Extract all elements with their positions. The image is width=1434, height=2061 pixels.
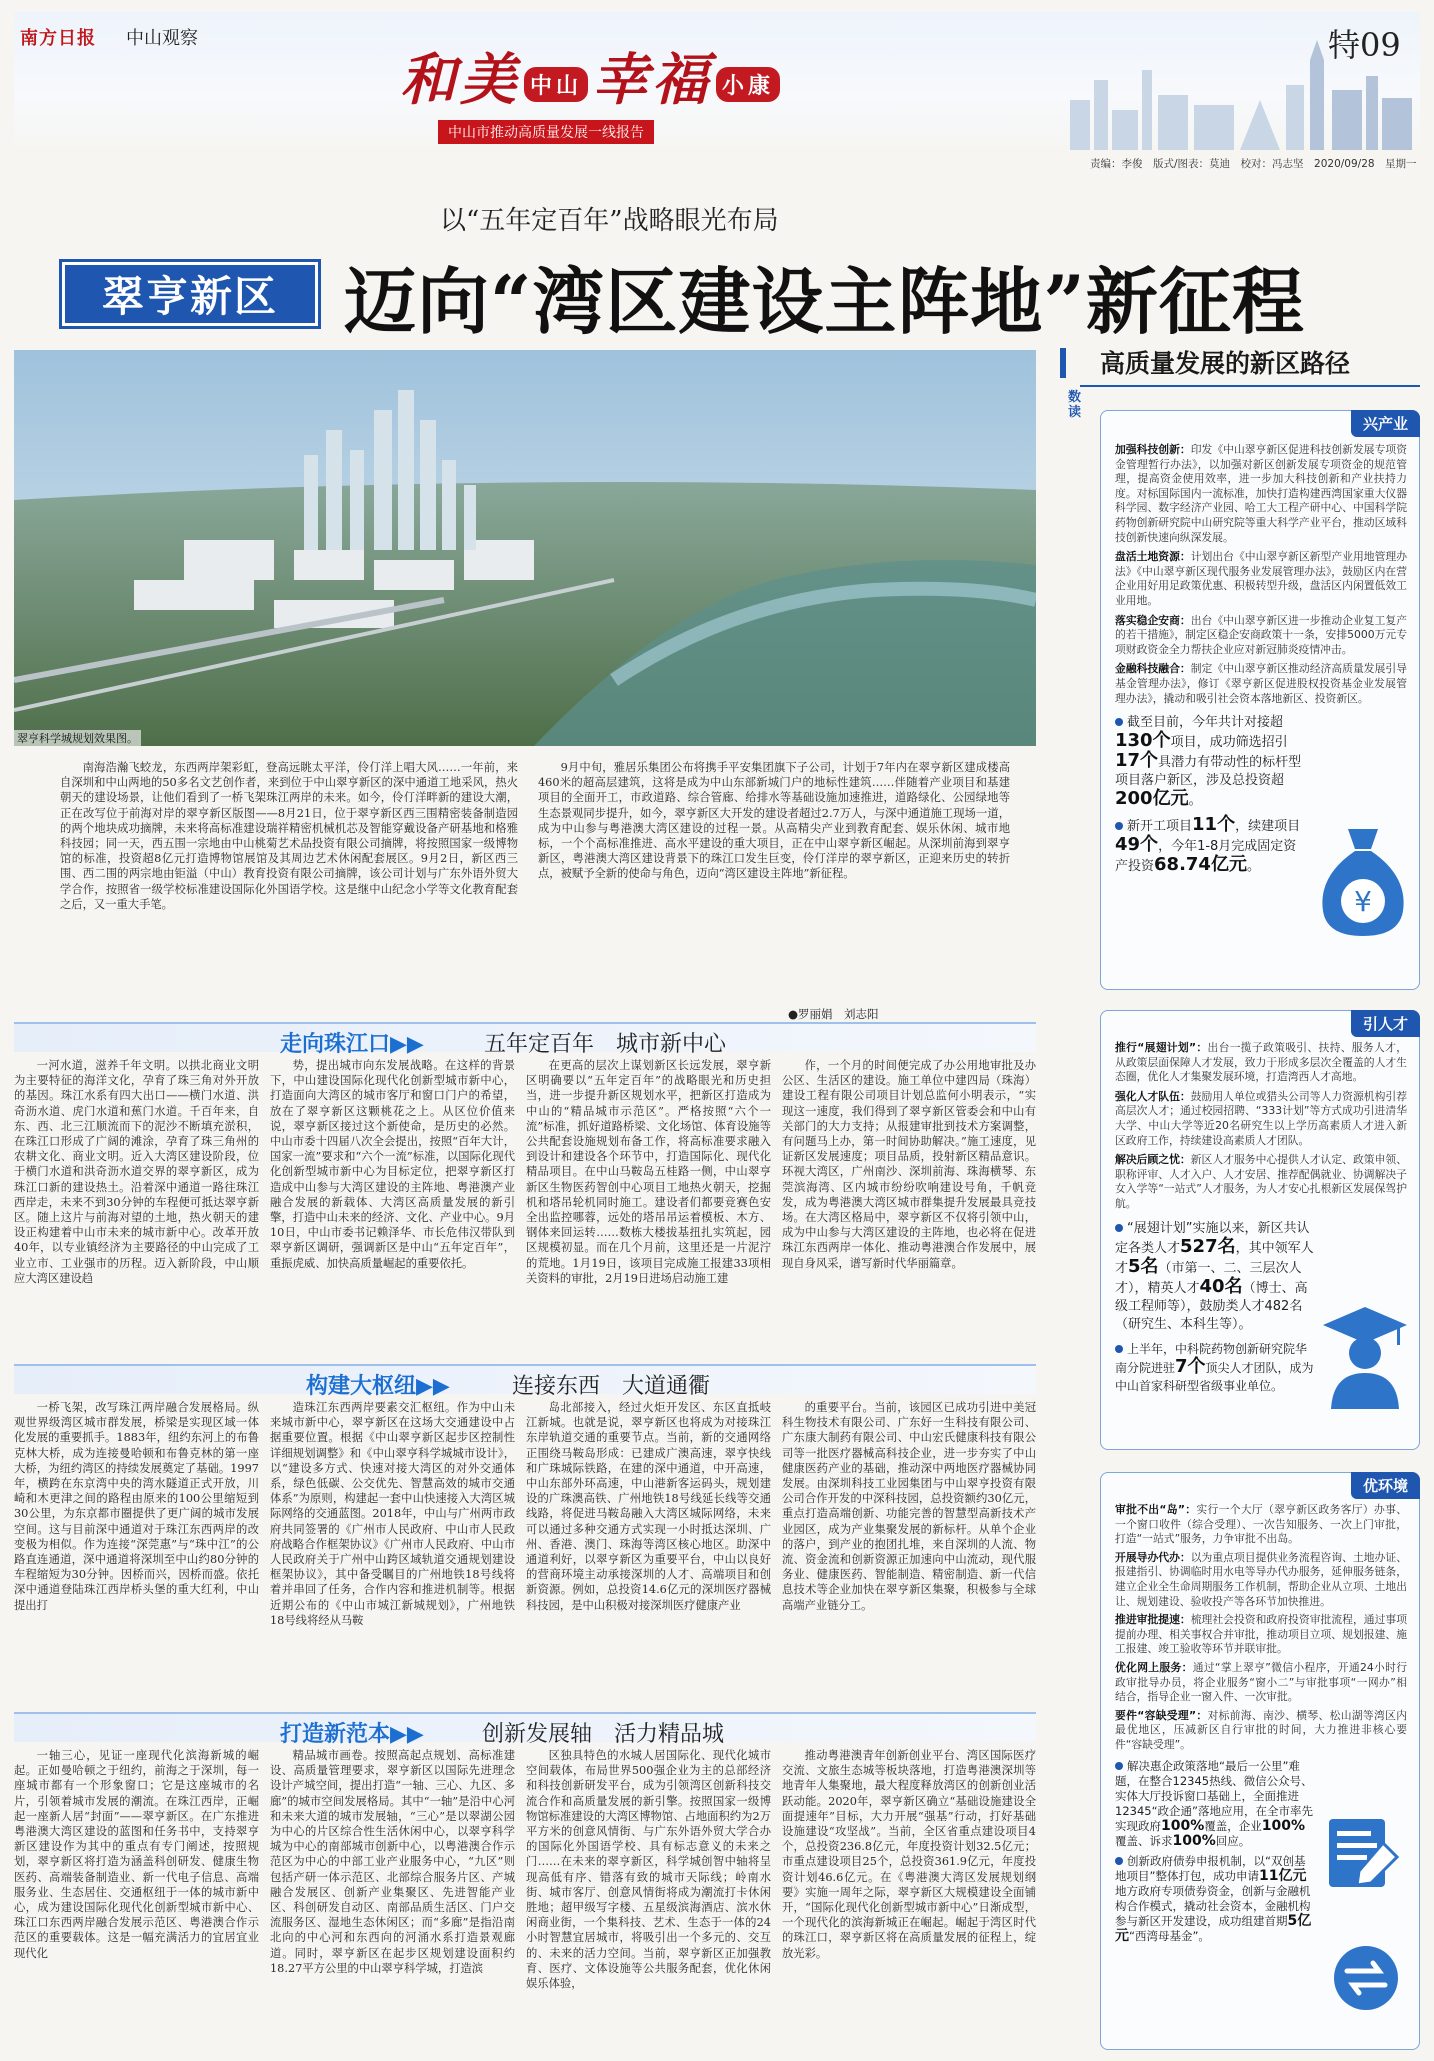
calligraphy-2: 幸福: [592, 47, 713, 113]
industry-item-4-lead: 金融科技融合：: [1115, 662, 1191, 676]
environment-item-1-lead: 审批不出“岛”：: [1115, 1503, 1197, 1516]
sidebar-rule: [1080, 385, 1420, 387]
section-3-column-3: 区独具特色的水城人居国际化、现代化城市空间载体，布局世界500强企业为主的总部经济和科技创新研发平台，成为引领湾区创新科技交流合作和高质量发展的新引擎。按照国家一级博物馆标准建设的大湾区博物馆、占地面积约为2万平方米的创意风情街、与广东外语外贸大学合办的国际化外国语学校、具有标志意义的未来之门……在未来的翠亨新区，科学城创智中轴将呈现高低有序、错落有致的城市天际线；岭南水街、城市客厅、创意风情街将成为潮流打卡休闲胜地；超甲级写字楼、五星级滨海酒店、滨水休闲商业街，一个集科技、艺术、生态于一体的24小时智慧宜居城市，将吸引出一个多元的、交互的、未来的活力空间。当前，翠亨新区正加强教育、医疗、文体设施等公共服务配套，优化休闲娱乐体验，: [526, 1749, 771, 1991]
environment-stat-2-text: 创新政府债券申报机制，以“双创基地项目”整体打包，成功申请: [1115, 1853, 1306, 1883]
section-3-column-4: 推动粤港澳青年创新创业平台、湾区国际医疗交流、文旅生态城等板块落地，打造粤港澳深圳等地青年人集聚地，最大程度释放湾区的创新创业活跃动能。2020年，翠亨新区确立“基础设施建设全面提速年”目标，大力开展“强基”行动，打好基础设施建设“攻坚战”。当前，全区省重点建设项目4个，总投资236.8亿元，年度投资计划32.5亿元；市重点建设项目25个，总投资361.9亿元，年度投资计划46.6亿元。在《粤港澳大湾区发展规划纲要》实施一周年之际，翠亨新区大规模建设全面铺开，“国际化现代化创新型城市新中心”日渐成型，一个现代化的滨海新城正在崛起。崛起于湾区时代的珠江口，翠亨新区将在高质量发展的征程上，绽放光彩。: [782, 1749, 1036, 1960]
section-1-column-3: 在更高的层次上谋划新区长远发展，翠亨新区明确要以“五年定百年”的战略眼光和历史担当，进一步提升新区规划水平，把新区打造成为中山的“精品城市示范区”。严格按照“六个一流”标准，抓好道路桥梁、文化场馆、体育设施等公共配套设施规划布备工作，将高标准要求融入到设计和建设各个环节中，打造国际化、现代化精品项目。在中山马鞍岛五桂路一侧，中山翠亨新区生物医药智创中心项目工地热火朝天，挖掘机和塔吊轮机同时施工。建设者们都要竞赛色安全出监控哪蓉，远处的塔吊吊运着模板、木方、钢体来回运转……数栋大楼拔基扭扎实筑起，园区规模初显。而在几个月前，这里还是一片泥泞的荒地。1月19日，该项目完成施工报建33项相关资料的审批，2月19日进场启动施工建: [526, 1059, 771, 1285]
section-3-column-2: 精品城市画卷。按照高起点规划、高标准建设、高质量管理要求，翠亨新区以国际先进理念设计产城空间，提出打造“一轴、三心、九区、多廊”的城市空间发展格局。其中“一轴”是沿中心河和未来大道的城市发展轴，“三心”是以翠湖公园为中心的片区综合性生活休闲中心，以翠亨科学城为中心的南部城市创新中心，以粤港澳合作示范区为中心的中部工业产业服务中心，“九区”则包括产研一体示范区、北部综合服务片区、产城融合发展区、创新产业集聚区、先进智能产业区、科创研发自动区、南部品质生活区、门户交流服务区、湿地生态休闲区；而“多廊”是指沿南北向的中心河和东西向的河涌水系打造景观廊道。同时，翠亨新区在起步区规划建设面积约18.27平方公里的中山翠亨科学城，打造滨: [270, 1749, 515, 1975]
industry-stat-1-rest2: 具潜力有带动性的标杆型项目落户新区，涉及总投资超: [1115, 755, 1302, 789]
industry-item-4-text: 制定《中山翠亨新区推动经济高质量发展引导基金管理办法》，修订《翠亨新区促进股权投资基金业发展管理办法》，撬动和吸引社会资本落地新区、投资新区。: [1115, 662, 1408, 705]
environment-stat-1-num: 100%: [1161, 1817, 1205, 1834]
sidebar-box-environment: [1100, 1472, 1420, 2050]
environment-item-2-lead: 开展导办代办：: [1115, 1550, 1191, 1564]
sidebar-box-talent: [1100, 1010, 1420, 1450]
page-number: 特09: [1328, 26, 1401, 64]
talent-stat-2-text: 上半年，中科院药物创新研究院华南分院进驻: [1115, 1341, 1308, 1375]
photo-caption: 翠亨科学城规划效果图。: [14, 730, 141, 746]
talent-item-3-lead: 解决后顾之忧：: [1115, 1153, 1191, 1167]
banner-calligraphy: [400, 36, 784, 116]
svg-text:¥: ¥: [1354, 885, 1372, 918]
talent-item-3: [1115, 1153, 1407, 1211]
section-1-column-4: 作，一个月的时间便完成了办公用地审批及办公区、生活区的建设。施工单位中建四局（珠海）建设工程有限公司项目计划总监何小明表示，“实现这一速度，我们得到了翠亨新区管委会和中山有关部门的大力支持；从报建审批到技术方案调整，有问题马上办，第一时间协助解决。”施工速度，见证新区发展速度；项目品质，投射新区精品意识。环视大湾区，广州南沙、深圳前海、珠海横琴、东莞滨海湾、区内城市纷纷吹响建设号角，千帆竞发，成为粤港澳大湾区城市群集提升发展最具竞技场。在大湾区格局中，翠亨新区不仅将引领中山，成为中山参与大湾区建设的主阵地，也必将在促进珠江东西两岸一体化、推动粤港澳合作发展中，展现自身风采，谱写新时代华丽篇章。: [782, 1059, 1036, 1270]
industry-item-2: [1115, 550, 1407, 608]
calligraphy-seal-1: 中山: [524, 67, 588, 102]
talent-item-2-lead: 强化人才队伍：: [1115, 1089, 1191, 1103]
industry-item-3-text: 出台《中山翠亨新区进一步推动企业复工复产的若干措施》，制定区稳企安商政策十一条，安排5000万元专项财政资金全力帮扶企业应对新冠肺炎疫情冲击。: [1115, 613, 1408, 656]
industry-stat-1-rest3: 。: [1188, 793, 1202, 809]
environment-stat-1-rest3: 回应。: [1215, 1833, 1251, 1848]
environment-item-3-text: 梳理社会投资和政府投资审批流程，通过事项提前办理、相关事权合并审批，推动项目立项、规划报建、施工报建、竣工验收等环节并联审批。: [1115, 1613, 1408, 1656]
environment-item-5: [1115, 1709, 1407, 1753]
talent-stat-1-rest: ，其中领军人才: [1115, 1240, 1314, 1276]
industry-stat-2-num: 11个: [1192, 814, 1236, 836]
industry-stat-1-num2: 17个: [1115, 750, 1159, 772]
sidebar-title: 高质量发展的新区路径: [1100, 349, 1351, 378]
exchange-arrows-icon: [1323, 1943, 1409, 2013]
section-header-3: [14, 1712, 1036, 1747]
talent-stat-1-num2: 5名: [1128, 1255, 1159, 1277]
environment-item-3-lead: 推进审批提速：: [1115, 1613, 1191, 1627]
talent-item-3-text: 新区人才服务中心提供人才认定、政策申领、职称评审、人才入户、人才安居、推荐配偶就业、协调解决子女入学等“一站式”人才服务，为人才安心扎根新区发展保驾护航。: [1115, 1153, 1408, 1210]
talent-stat-1: [1115, 1220, 1315, 1334]
section-1-sub: 五年定百年 城市新中心: [484, 1032, 727, 1057]
intro-column-1: 南海浩瀚飞蛟龙，东西两岸架彩虹，登高远眺太平洋，伶仃洋上唱大风……一年前，来自深圳和中山两地的50多名文艺创作者，来到位于中山翠亨新区的深中通道工地采风，热火朝天的建设场景，让他们看到了一桥飞架珠江两岸的未来。如今，伶仃洋畔新的建设大潮，正在改写位于前海对岸的翠亨新区版图——8月21日，位于翠亨新区西三围精密装备制造园的两个地块成功摘牌，未来将高标准建设瑞祥精密机械机芯及智能穿戴设备产研基地和格雅科技园；同一天，西五围一宗地由中山桃菊艺术品投资有限公司摘牌，将按照国家一级博物馆的标准，投资超8亿元打造博物馆展馆及其周边艺术休闲配套展区。9月2日，新区西三围、西二围的两宗地由钜溢（中山）教育投资有限公司摘牌，该公司计划与广东外语外贸大学合作，按照省一级学校标准建设国际化外国语学校。这是继中山纪念小学等文化教育配套之后，又一重大手笔。: [60, 761, 518, 911]
industry-item-4: [1115, 662, 1407, 706]
talent-item-2: [1115, 1090, 1407, 1148]
planning-rendering-image: [14, 350, 1036, 746]
document-edit-icon: [1323, 1813, 1409, 1893]
industry-stat-2-text: 新开工项目: [1127, 819, 1193, 835]
section-1-head: 走向珠江口▶▶: [280, 1031, 424, 1057]
environment-stat-1: [1115, 1759, 1315, 1849]
industry-stat-2-num3: 68.74亿元: [1154, 854, 1247, 876]
industry-stat-1-num3: 200亿元: [1115, 788, 1189, 810]
section-2-sub: 连接东西 大道通衢: [512, 1374, 711, 1399]
sidebar-vertical-label: 数读: [1068, 390, 1082, 420]
credit-line: 责编：李俊 版式/图表：莫迪 校对：冯志坚 2020/09/28 星期一: [1090, 158, 1417, 170]
environment-stat-1-text: 解决惠企政策落地“最后一公里”难题，在整合12345热线、微信公众号、实体大厅投诉窗口基础上，全面推进12345“政企通”落地应用，在全市率先实现政府: [1115, 1758, 1313, 1833]
environment-stat-1-num2: 100%: [1261, 1817, 1306, 1834]
section-2-column-3: 岛北部接入，经过火炬开发区、东区直抵岐江新城。也就是说，翠亨新区也将成为对接珠江东岸轨道交通的重要节点。当前，新的交通网络正围绕马鞍岛形成：已建成广澳高速，翠亨快线和广珠城际铁路，在建的深中通道，中开高速，中山东部外环高速，中山港新客运码头，规划建设的广珠澳高铁、广州地铁18号线延长线等交通线路，将促进马鞍岛融入大湾区城际网络，未来可以通过多种交通方式实现一小时抵达深圳、广州、香港、澳门、珠海等湾区核心地区。助深中通道利好，以翠亨新区为重要平台，中山以良好的营商环境主动承接深圳的人才、高端项目和创新资源。例如，总投资14.6亿元的深圳医疗器械科技园，是中山积极对接深圳医疗健康产业: [526, 1401, 771, 1612]
talent-item-2-text: 鼓励用人单位或猎头公司等人力资源机构引荐高层次人才；通过校园招聘、“333计划”等方式成功引进清华大学、中山大学等近20名研究生以上学历高素质人才进入新区政府工作，持续建设高素质人才团队。: [1115, 1089, 1408, 1147]
environment-item-2: [1115, 1551, 1407, 1609]
sidebar-title-mark: [1060, 348, 1066, 378]
environment-stat-2-num: 11亿元: [1258, 1867, 1307, 1884]
talent-item-1-text: 出台一揽子政策吸引、扶持、服务人才，从政策层面保障人才发展，致力于形成多层次全覆盖的人才生态圈，优化人才集聚发展环境，打造湾西人才高地。: [1115, 1041, 1407, 1084]
industry-stat-2-num2: 49个: [1115, 834, 1159, 856]
environment-item-4: [1115, 1661, 1407, 1705]
industry-stat-2-rest2: ，今年1-8月完成固定资产投资: [1115, 839, 1297, 875]
calligraphy-seal-2: 小康: [716, 67, 780, 102]
section-header-1: [14, 1022, 1036, 1057]
section-name: 中山观察: [126, 28, 198, 49]
box-tag-talent: 引人才: [1351, 1010, 1420, 1037]
environment-item-3: [1115, 1613, 1407, 1657]
industry-item-1-text: 印发《中山翠亨新区促进科技创新发展专项资金管理暂行办法》，以加强对新区创新发展专项资金的规范管理，提高资金使用效率，进一步加大科技创新和产业扶持力度。对标国际国内一流标准，加快打造构建西湾国家重大仪器科学园、数字经济产业园、哈工大工程产研中心、中国科学院药物创新研究院中山研究院等重大科学产业平台，推动区域科技创新快速向纵深发展。: [1115, 443, 1408, 544]
section-2-column-4: 的重要平台。当前，该园区已成功引进中美冠科生物技术有限公司、广东好一生科技有限公司、广东康大制药有限公司、中山宏氏健康科技有限公司等一批医疗器械高科技企业，进一步夯实了中山健康医药产业的基础，推动深中两地医疗器械协同发展。由深圳科技工业园集团与中山翠亨投资有限公司合作开发的中深科技园，总投资额约30亿元，重点打造高端创新、功能完善的智慧型高新技术产业园区，成为产业集聚发展的新标杆。从单个企业的落户，到产业的抱团扎堆，来自深圳的人流、物流、资金流和创新资源正加速向中山流动，现代服务业、健康医药、智能制造、精密制造、新一代信息技术等企业加快在翠亨新区集聚，积极参与全球高端产业链分工。: [782, 1401, 1036, 1612]
industry-stat-2-rest: ，续建项目: [1235, 819, 1301, 835]
industry-item-2-lead: 盘活土地资源：: [1115, 550, 1191, 564]
section-header-2: [14, 1364, 1036, 1399]
industry-stat-1-text: 截至目前，今年共计对接超: [1127, 715, 1284, 731]
box-tag-environment: 优环境: [1351, 1472, 1420, 1499]
section-1-column-2: 势，提出城市向东发展战略。在这样的背景下，中山建设国际化现代化创新型城市新中心，打造面向大湾区的城市客厅和窗口门户的希望，放在了翠亨新区这颗桃花之上。从区位价值来说，翠亨新区接过这个新使命，是历史的必然。中山市委十四届八次全会提出，按照“百年大计，国家一流”要求和“六个一流”标准，以国际化现代化创新型城市新中心为目标定位，把翠亨新区打造成中山参与大湾区建设的主阵地、粤港澳产业融合发展的新载体、大湾区高质量发展的新引擎，打造中山未来的经济、文化、产业中心。9月10日，中山市委书记赖泽华、市长危伟汉带队到翠亨新区调研，强调新区是中山“五年定百年”，重振虎威、加快高质量崛起的重要依托。: [270, 1059, 515, 1270]
pre-title: 以“五年定百年”战略眼光布局: [440, 206, 779, 236]
industry-item-1-lead: 加强科技创新：: [1115, 443, 1191, 456]
environment-stat-2: [1115, 1854, 1315, 1944]
industry-item-2-text: 计划出台《中山翠亨新区新型产业用地管理办法》《中山翠亨新区现代服务业发展管理办法》，鼓励区内在营企业用好用足政策优惠、积极转型升级，盘活区内闲置低效工业用地。: [1115, 550, 1408, 607]
section-1-column-1: 一河水道，滋养千年文明。以拱北商业文明为主要特征的海洋文化，孕育了珠三角对外开放的基因。珠江水系有四大出口——横门水道、洪奇沥水道、虎门水道和蕉门水道。千百年来，自东、西、北三江顺流而下的泥沙不断填充淤积，在珠江口形成了广阔的滩涂，孕育了珠三角州的农耕文化、商业文明。近入大湾区建设阶段，位于横门水道和洪奇沥水道交界的翠亨新区，成为珠江口新的建设热土。沿着深中通道一路往珠江西岸走，未来不到30分钟的车程便可抵达翠亨新区。随上这片与前海对望的土地，热火朝天的建设正构建着中山市未来的城市新中心。改革开放40年，以专业镇经济为主要路径的中山完成了工业立市、工业强市的历程。迈入新阶段，中山顺应大湾区建设趋: [14, 1059, 259, 1285]
industry-item-1: [1115, 443, 1407, 545]
talent-stat-1-text: “展翅计划”实施以来，新区共认定各类人才: [1115, 1220, 1310, 1256]
section-3-column-1: 一轴三心，见证一座现代化滨海新城的崛起。正如曼哈顿之于纽约，前海之于深圳，每一座城市都有一个形象窗口；它是这座城市的名片，引领着城市发展的潮流。在珠江西岸，正崛起一座新人居“封面”——翠亨新区。在广东推进粤港澳大湾区建设的蓝图和任务书中，支持翠亨新区建设作为其中的重点有专门阐述，按照规划，翠亨新区将打造为涵盖科创研发、健康生物医药、高端装备制造业、新一代电子信息、高端服务业、生态居住、交通枢纽于一体的城市新中心，成为建设国际化现代化创新型城市新中心、珠江口东西两岸融合发展示范区、粤港澳合作示范区的重要载体。这是一幅充满活力的宜居宜业现代化: [14, 1749, 259, 1960]
industry-stat-2-rest3: 。: [1246, 859, 1260, 875]
talent-stat-2: [1115, 1340, 1315, 1395]
talent-stat-1-rest3: （博士、高级工程师等），鼓励类人才482名（研究生、本科生等）。: [1115, 1280, 1308, 1332]
graduate-icon: [1319, 1301, 1411, 1411]
section-tag: 翠亨新区: [62, 262, 318, 326]
environment-stat-1-num3: 100%: [1172, 1832, 1216, 1849]
talent-stat-2-rest: 顶尖人才团队，成为中山首家科研型省级事业单位。: [1115, 1360, 1314, 1393]
industry-item-3: [1115, 614, 1407, 658]
environment-item-5-lead: 要件“容缺受理”：: [1115, 1708, 1208, 1722]
section-2-head: 构建大枢纽▶▶: [306, 1373, 450, 1399]
industry-item-3-lead: 落实稳企安商：: [1115, 613, 1191, 627]
section-3-head: 打造新范本▶▶: [280, 1721, 424, 1747]
environment-stat-2-num2: 5亿元: [1115, 1912, 1312, 1944]
author-byline: ●罗丽娟 刘志阳: [788, 1007, 879, 1021]
talent-stat-2-num: 7个: [1175, 1355, 1206, 1377]
environment-item-5-text: 对标前海、南沙、横琴、松山湖等湾区内最优地区，压减新区自行审批的时间，大力推进非核心要件“容缺受理”。: [1115, 1708, 1407, 1751]
banner-subtitle: 中山市推动高质量发展一线报告: [438, 120, 654, 144]
environment-stat-1-rest: 覆盖，企业: [1204, 1818, 1262, 1833]
environment-stat-1-rest2: 覆盖、诉求: [1115, 1833, 1173, 1848]
main-title: 迈向“湾区建设主阵地”新征程: [344, 259, 1305, 344]
talent-item-1: [1115, 1041, 1407, 1085]
environment-item-4-lead: 优化网上服务：: [1115, 1660, 1193, 1674]
intro-column-2: 9月中旬，雅居乐集团公布将携手平安集团旗下子公司，计划于7年内在翠亨新区建成楼高460米的超高层建筑，这将是成为中山东部新城门户的地标性建筑……伴随着产业项目和基建项目的全面开工，市政道路、综合管廊、给排水等基础设施加速推进，道路绿化、公园绿地等生态景观同步提升，如今，翠亨新区大开发的建设者超过2.7万人，与深中通道施工现场一道，成为中山参与粤港澳大湾区建设的过程一景。从高精尖产业到教育配套、娱乐休闲、城市地标，一个个高标准推进、高水平建设的重大项目，正在中山翠亨新区崛起。从深圳前海到翠亨新区，粤港澳大湾区建设背景下的珠江口发生巨变，伶仃洋岸的翠亨新区，正迎来历史的转折点，被赋予全新的使命与角色，迈向“湾区建设主阵地”新征程。: [538, 761, 1010, 881]
environment-item-4-text: 通过“掌上翠亨”微信小程序，开通24小时行政审批导办员，将企业服务“窗小二”与审批事项“一网办”相结合，指导企业一窗入件、一次审批。: [1115, 1660, 1407, 1704]
skyline-illustration: [1060, 40, 1420, 150]
money-bag-icon: [1313, 821, 1413, 941]
environment-item-2-text: 以为重点项目提供业务流程咨询、土地办证、报建指引、协调临时用水电等导办代办服务，延伸服务链条，建立企业全生命周期服务工作机制，帮助企业从立项、土地出让、规划建设、验收投产等各环节加快推进。: [1115, 1550, 1408, 1608]
industry-stat-1-num: 130个: [1115, 730, 1171, 752]
newspaper-name: 南方日报: [20, 28, 96, 49]
box-tag-industry: 兴产业: [1351, 410, 1420, 437]
environment-item-1-text: 实行一个大厅（翠亨新区政务客厅）办事、一个窗口收件（综合受理）、一次告知服务、一次上门审批，打造“一站式”服务，力争审批不出岛。: [1115, 1503, 1407, 1546]
industry-stat-2: [1115, 816, 1305, 876]
environment-stat-2-rest2: “西湾母基金”。: [1129, 1928, 1210, 1943]
talent-stat-1-num3: 40名: [1199, 1275, 1243, 1297]
section-3-sub: 创新发展轴 活力精品城: [482, 1722, 725, 1747]
section-2-column-2: 造珠江东西两岸要素交汇枢纽。作为中山未来城市新中心，翠亨新区在这场大交通建设中占据重要位置。根据《中山翠亨新区起步区控制性详细规划调整》和《中山翠亨科学城城市设计》，以“建设多方式、快速对接大湾区的对外交通体系，绿色低碳、公交优先、智慧高效的城市交通体系”为原则，构建起一套中山快速接入大湾区城际网络的交通蓝图。2018年，中山与广州两市政府共同签署的《广州市人民政府、中山市人民政府战略合作框架协议》《广州市人民政府、中山市人民政府关于广州中山跨区域轨道交通规划建设框架协议》，其中备受瞩目的广州地铁18号线将着并串回了任务，合作内容和推进机制等。根据近期公布的《中山市城江新城规划》，广州地铁18号线将经从马鞍: [270, 1401, 515, 1627]
section-2-column-1: 一桥飞架，改写珠江两岸融合发展格局。纵观世界级湾区城市群发展，桥梁是实现区域一体化发展的重要抓手。1883年，纽约东河上的布鲁克林大桥，成为连接曼哈顿和布鲁克林的第一座大桥，为纽约湾区的持续发展奠定了基础。1997年，横跨在东京湾中央的湾水隧道正式开放，川崎和木更津之间的路程由原来的100公里缩短到30公里，为东京都市圈提供了更广阔的城市发展空间。这与目前深中通道对于珠江东西两岸的改变极为相似。作为连接“深莞惠”与“珠中江”的公路直连通道，深中通道将深圳至中山约80分钟的车程缩短为30分钟。因桥而兴，因桥而盛。依托深中通道登陆珠江西岸桥头堡的重大红利，中山提出打: [14, 1401, 259, 1612]
calligraphy-1: 和美: [400, 47, 520, 113]
talent-stat-1-rest2: （市第一、二、三层次人才），精英人才: [1115, 1260, 1302, 1296]
environment-stat-2-rest: 地方政府专项债券资金，创新与金融机构合作模式，撬动社会资本，金融机构参与新区开发建设，成功组建首期: [1115, 1883, 1311, 1928]
sidebar-box-industry: [1100, 410, 1420, 990]
environment-item-1: [1115, 1503, 1407, 1547]
industry-stat-1-rest: 项目，成功筛选招引: [1170, 735, 1288, 751]
industry-stat-1: [1115, 714, 1305, 810]
talent-stat-1-num: 527名: [1180, 1235, 1236, 1257]
talent-item-1-lead: 推行“展翅计划”：: [1115, 1041, 1208, 1054]
